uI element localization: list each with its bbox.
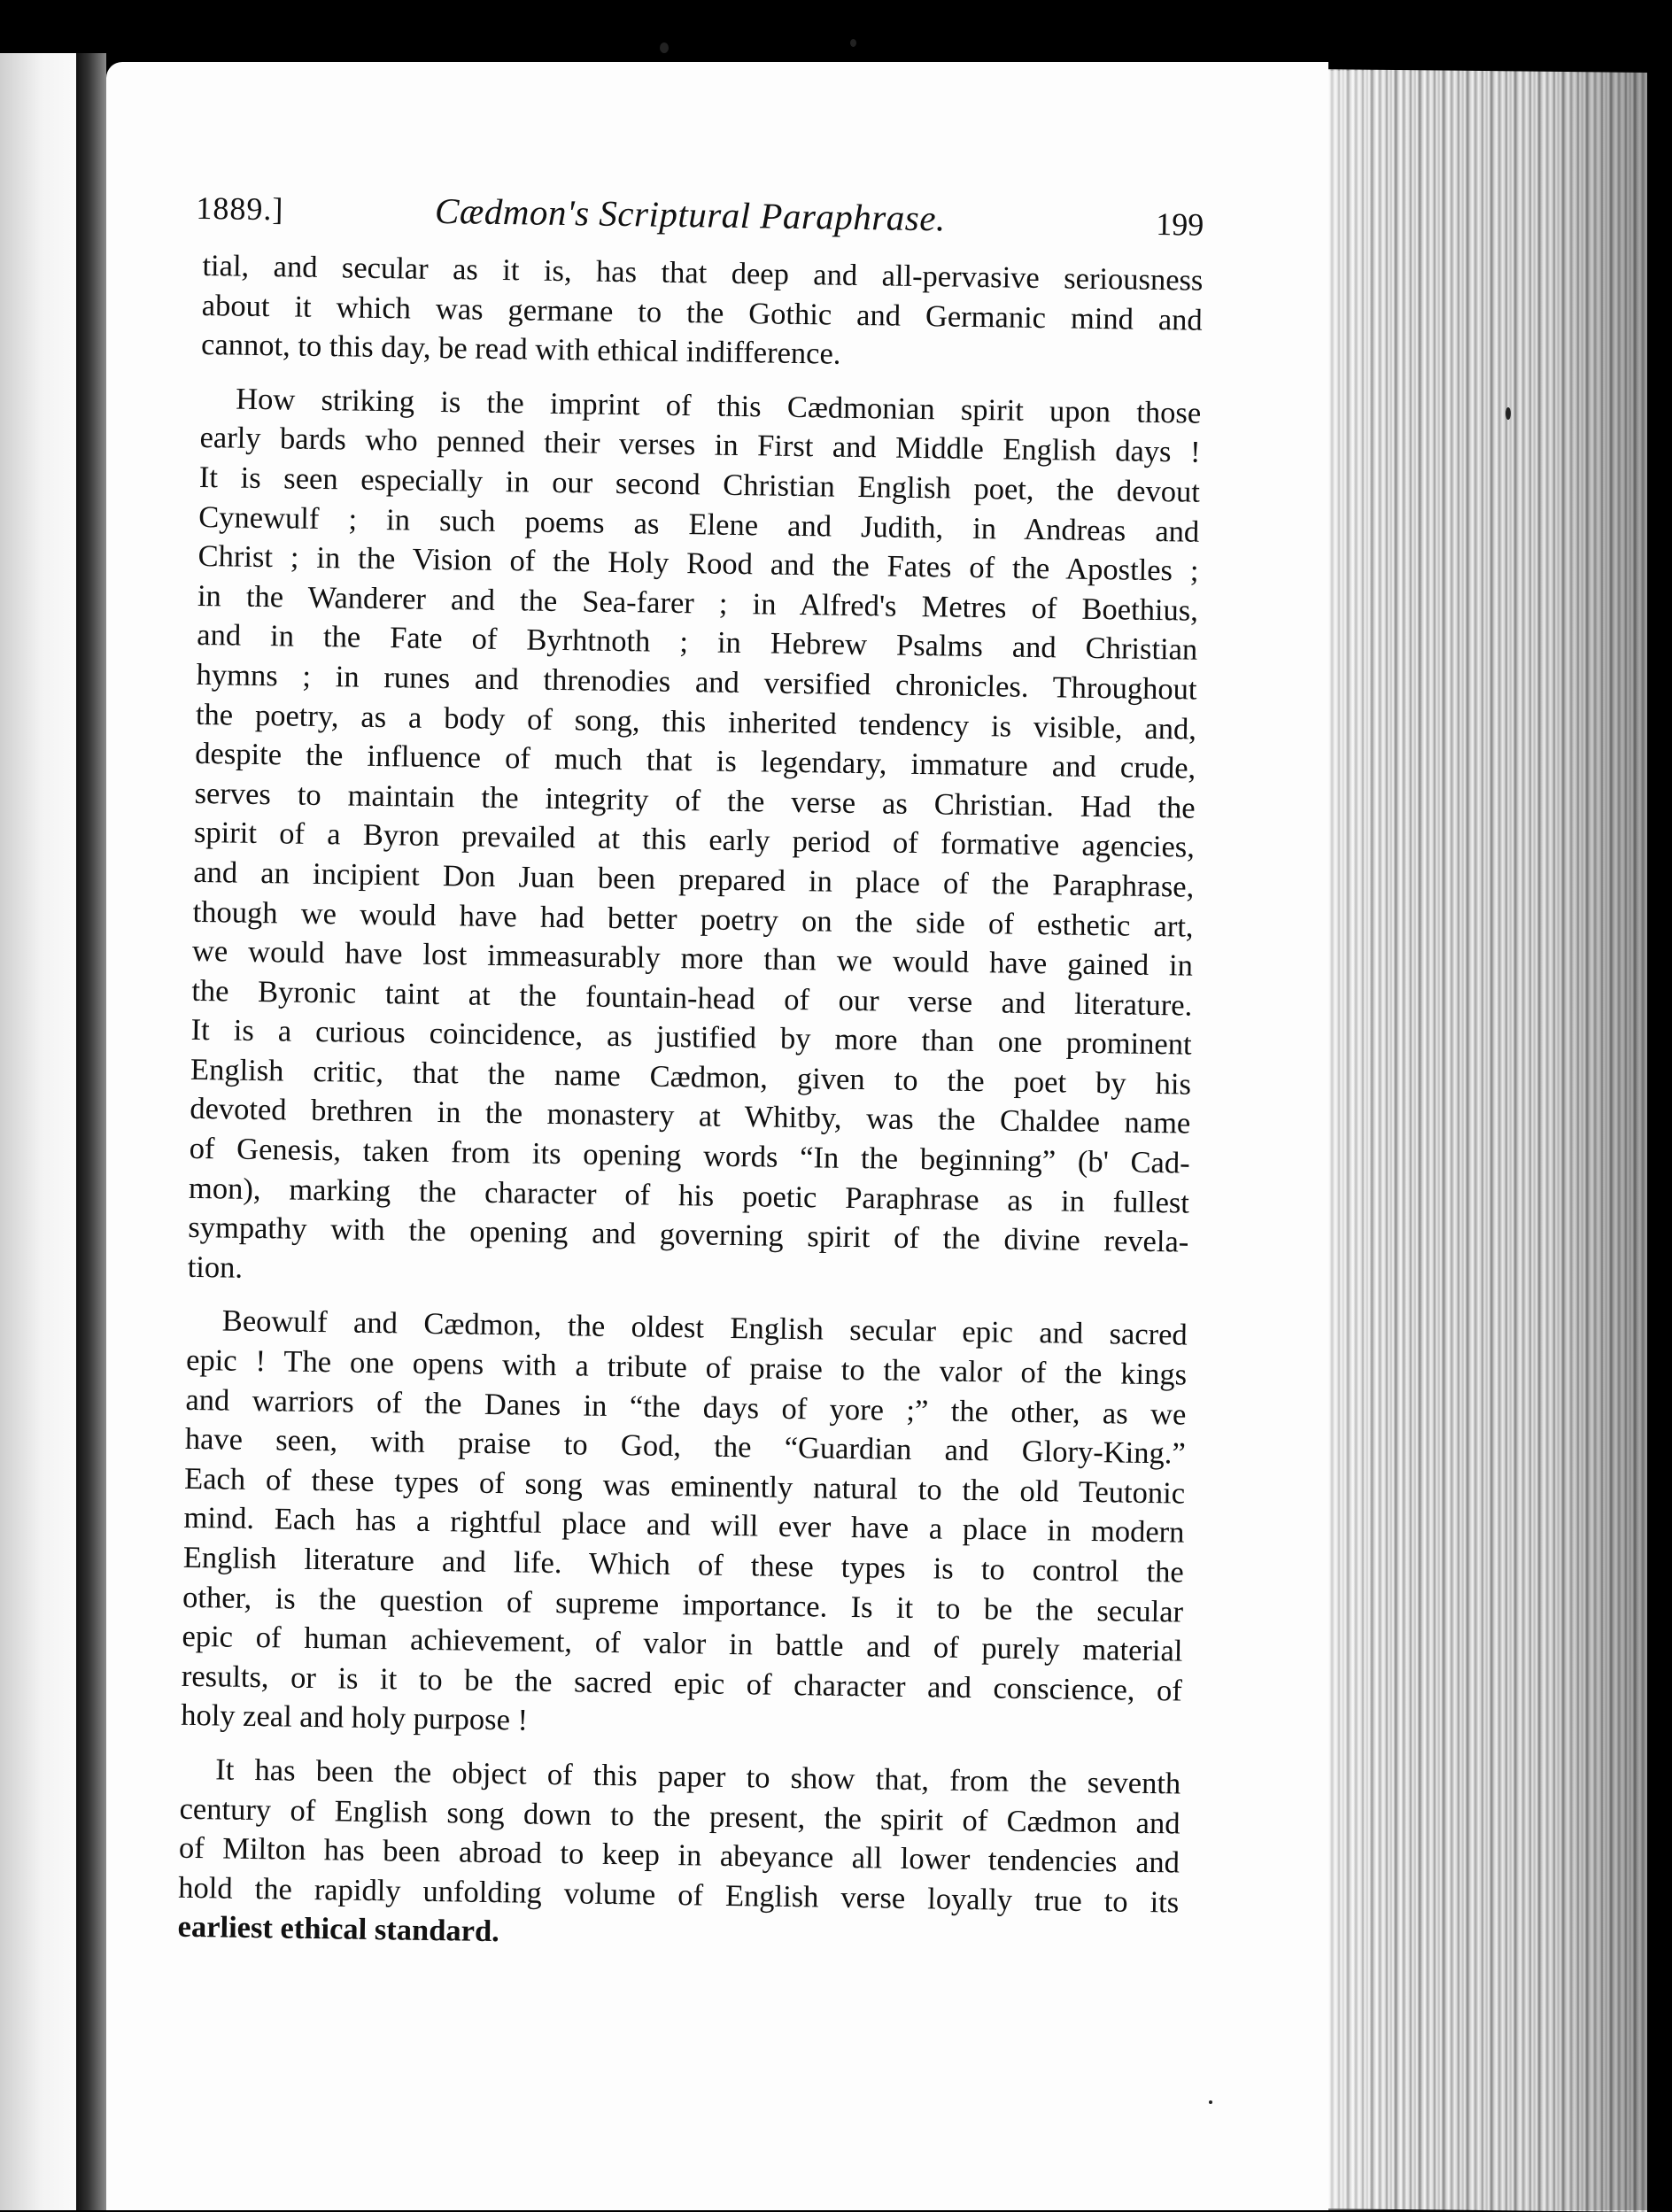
text-line: results, or is it to be the sacred epic of character and conscience, of [181, 1659, 1183, 1708]
text-line: sympathy with the opening and governing spirit of the divine revela- [188, 1210, 1189, 1259]
text-line: tion. [187, 1249, 244, 1285]
text-line: It is a curious coincidence, as justified by more than one prominent [190, 1013, 1192, 1062]
text-line: It has been the object of this paper to show that, from the seventh [215, 1752, 1181, 1801]
paragraph-3 [181, 1301, 1188, 1750]
text-line: It is seen especially in our second Christian English poet, the devout [198, 460, 1201, 509]
text-line: the poetry, as a body of song, this inherited tendency is visible, and, [195, 697, 1197, 746]
book-gutter [76, 53, 106, 2210]
text-line: holy zeal and holy purpose ! [180, 1698, 529, 1737]
text-line: Beowulf and Cædmon, the oldest English secular epic and sacred [221, 1303, 1188, 1353]
text-line: of Milton has been abroad to keep in abeyance all lower tendencies and [178, 1830, 1180, 1880]
dust-speck [850, 39, 856, 47]
running-head-title: Cædmon's Scriptural Paraphrase. [434, 189, 947, 239]
paragraph-2 [187, 379, 1201, 1302]
paragraph-1 [201, 246, 1204, 380]
text-line: in the Wanderer and the Sea-farer ; in Alfred's Metres of Boethius, [197, 578, 1199, 628]
dust-speck [1209, 2100, 1212, 2104]
text-line: earliest ethical standard. [177, 1910, 500, 1949]
text-line: hymns ; in runes and threnodies and versified chronicles. Throughout [196, 657, 1197, 707]
text-line: early bards who penned their verses in First and Middle English days ! [199, 421, 1201, 470]
text-line: other, is the question of supreme importance. Is it to be the secular [182, 1580, 1184, 1629]
text-line: have seen, with praise to God, the “Guardian and Glory-King.” [184, 1422, 1187, 1471]
text-line: century of English song down to the present, the spirit of Cædmon and [179, 1791, 1180, 1841]
text-line: and in the Fate of Byrhtnoth ; in Hebrew Psalms and Christian [197, 618, 1198, 668]
text-line: spirit of a Byron prevailed at this early period of formative agencies, [193, 816, 1196, 864]
left-page-edge [0, 53, 76, 2210]
text-line: English critic, that the name Cædmon, given to the poet by his [190, 1052, 1192, 1102]
text-line: How striking is the imprint of this Cædmonian spirit upon those [236, 382, 1202, 430]
text-line: devoted brethren in the monastery at Whitby, was the Chaldee name [190, 1092, 1191, 1141]
text-line: serves to maintain the integrity of the verse as Christian. Had the [194, 776, 1196, 825]
dust-speck [1506, 407, 1511, 420]
text-line: Christ ; in the Vision of the Holy Rood and the Fates of the Apostles ; [197, 539, 1199, 588]
text-line: despite the influence of much that is legendary, immature and crude, [195, 737, 1196, 785]
text-line: cannot, to this day, be read with ethical indifference. [200, 328, 841, 371]
text-line: of Genesis, taken from its opening words “In the beginning” (b' Cad- [189, 1131, 1190, 1180]
text-line: epic of human achievement, of valor in battle and of purely material [182, 1620, 1183, 1668]
page-stack-shading [1311, 71, 1647, 2210]
text-line: Cynewulf ; in such poems as Elene and Judith, in Andreas and [198, 499, 1200, 549]
text-line: tial, and secular as it is, has that deep and all-pervasive seriousness [202, 248, 1204, 298]
text-line: the Byronic taint at the fountain-head of our verse and literature. [191, 973, 1193, 1023]
page-number: 199 [1156, 205, 1204, 243]
text-line: we would have lost immeasurably more than we would have gained in [191, 933, 1194, 983]
text-line: though we would have had better poetry on the side of esthetic art, [192, 894, 1194, 944]
running-head-year: 1889.] [196, 189, 284, 228]
text-line: hold the rapidly unfolding volume of English verse loyally true to its [178, 1870, 1180, 1920]
paragraph-4 [177, 1750, 1180, 1962]
dust-speck [660, 43, 669, 53]
text-line: about it which was germane to the Gothic and Germanic mind and [201, 288, 1204, 337]
text-line: English literature and life. Which of these types is to control the [182, 1540, 1185, 1589]
text-line: Each of these types of song was eminently natural to the old Teutonic [183, 1461, 1186, 1511]
text-line: mon), marking the character of his poetic Paraphrase as in fullest [188, 1171, 1190, 1220]
text-line: and an incipient Don Juan been prepared in place of the Paraphrase, [193, 855, 1195, 904]
text-line: epic ! The one opens with a tribute of praise to the valor of the kings [185, 1342, 1188, 1392]
text-line: mind. Each has a rightful place and will ever have a place in modern [183, 1501, 1185, 1551]
page-text [177, 177, 1204, 1976]
text-line: and warriors of the Danes in “the days of yore ;” the other, as we [185, 1382, 1187, 1432]
